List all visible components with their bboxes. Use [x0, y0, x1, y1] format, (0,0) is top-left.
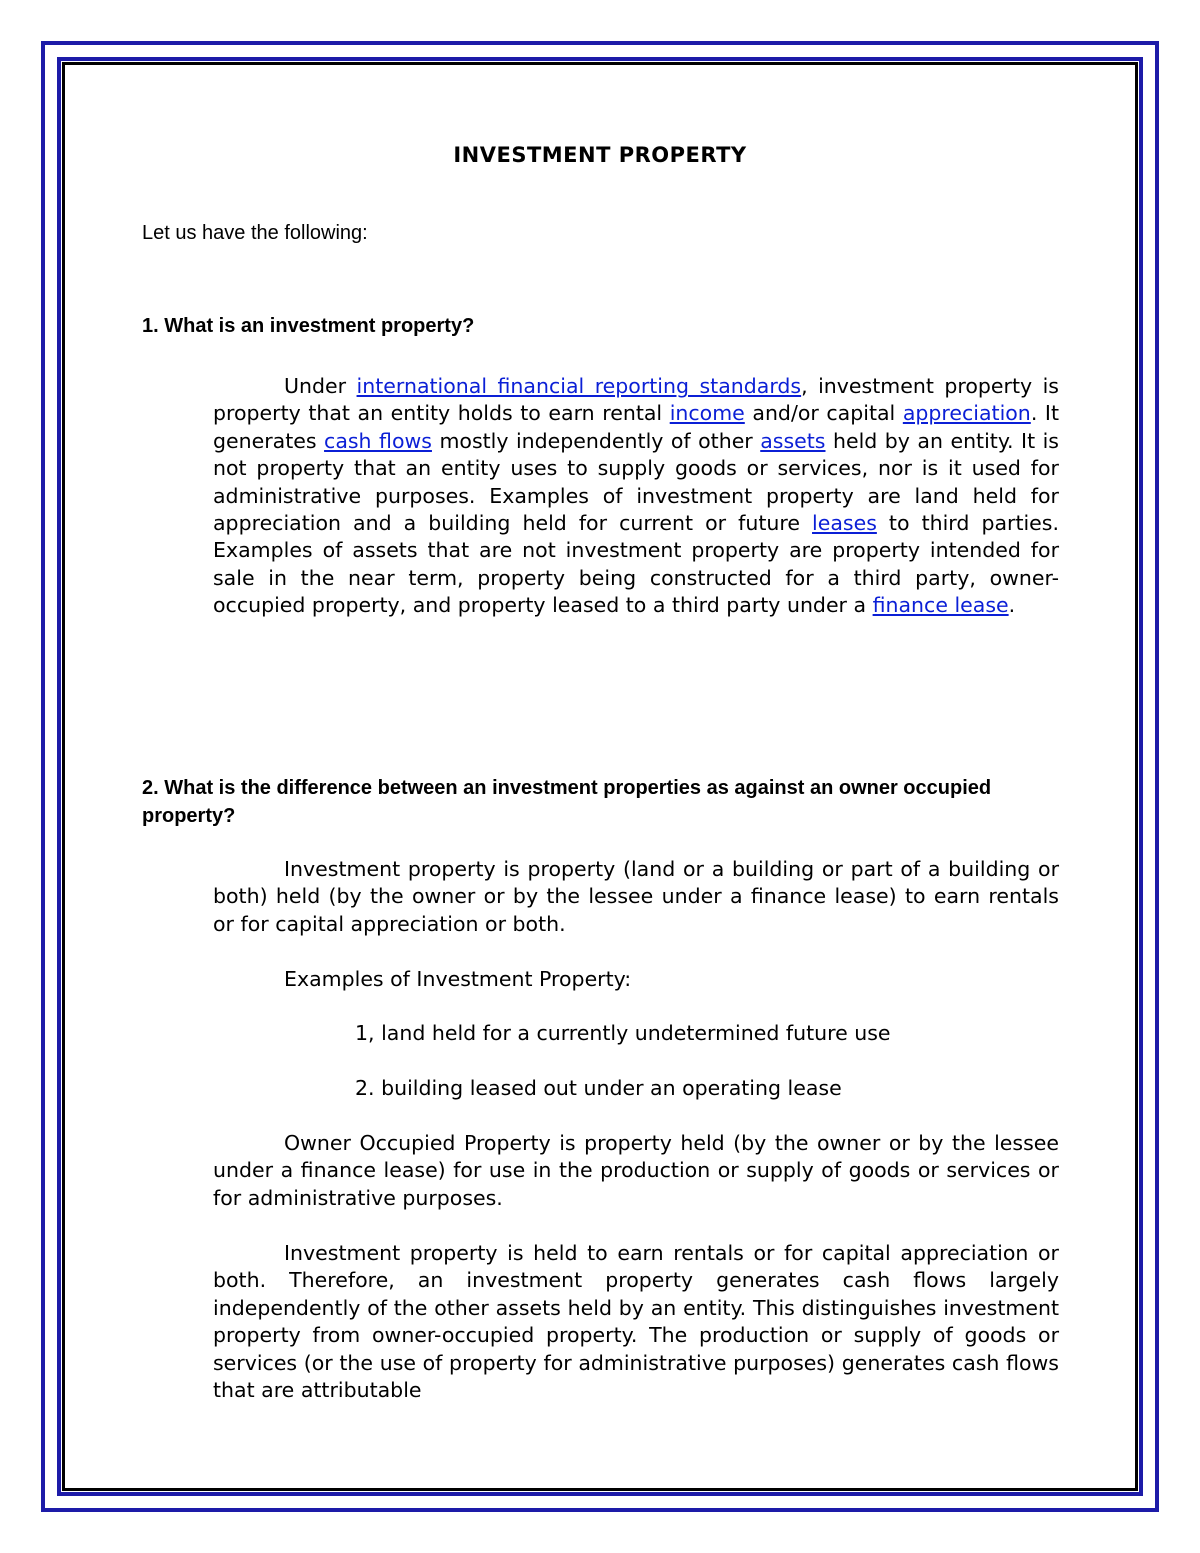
answer-1-paragraph: Under international financial reporting standards, investment property is property that an entity holds to earn rental income and/or capital appreciation. It generates cash flows mostly independently of other assets held by an entity. It is not property that an entity uses to supply goods or services, nor is it used for administrative purposes. Examples of investment property are land held for appreciation and a building held for current or future leases to third parties. Examples of assets that are not investment property are property intended for sale in the near term, property being constructed for a third party, owner-occupied property, and property leased to a third party under a finance lease.: [213, 374, 1059, 618]
answer-2-paragraph-3: Investment property is held to earn rentals or for capital appreciation or both. Therefore, an investment property generates cash flows largely independently of the other assets held by an entity. This distinguishes investment property from owner-occupied property. The production or supply of goods or services (or the use of property for administrative purposes) generates cash flows that are attributable: [213, 1241, 1059, 1403]
question-2-heading: 2. What is the difference between an investment properties as against an owner occupied property?: [142, 777, 992, 827]
question-1-heading: 1. What is an investment property?: [142, 315, 475, 337]
link-assets[interactable]: assets: [760, 428, 826, 453]
link-finance-lease[interactable]: finance lease: [872, 593, 1009, 618]
document-title: INVESTMENT PROPERTY: [453, 143, 747, 167]
link-leases[interactable]: leases: [812, 511, 877, 536]
example-item-1: 1, land held for a currently undetermined future use: [355, 1021, 891, 1045]
link-ifrs[interactable]: international financial reporting standards: [356, 374, 802, 398]
link-income[interactable]: income: [669, 401, 745, 426]
example-item-2: 2. building leased out under an operating lease: [355, 1076, 842, 1100]
intro-text: Let us have the following:: [142, 222, 368, 244]
link-cash-flows[interactable]: cash flows: [324, 428, 432, 453]
answer-2-paragraph-2: Owner Occupied Property is property held (by the owner or by the lessee under a finance lease) for use in the production or supply of goods or services or for administrative purposes.: [213, 1131, 1059, 1210]
examples-heading: Examples of Investment Property:: [284, 967, 632, 991]
link-appreciation[interactable]: appreciation: [902, 401, 1031, 426]
answer-2-paragraph-1: Investment property is property (land or a building or part of a building or both) held (by the owner or by the lessee under a finance lease) to earn rentals or for capital appreciation or both.: [213, 857, 1059, 936]
